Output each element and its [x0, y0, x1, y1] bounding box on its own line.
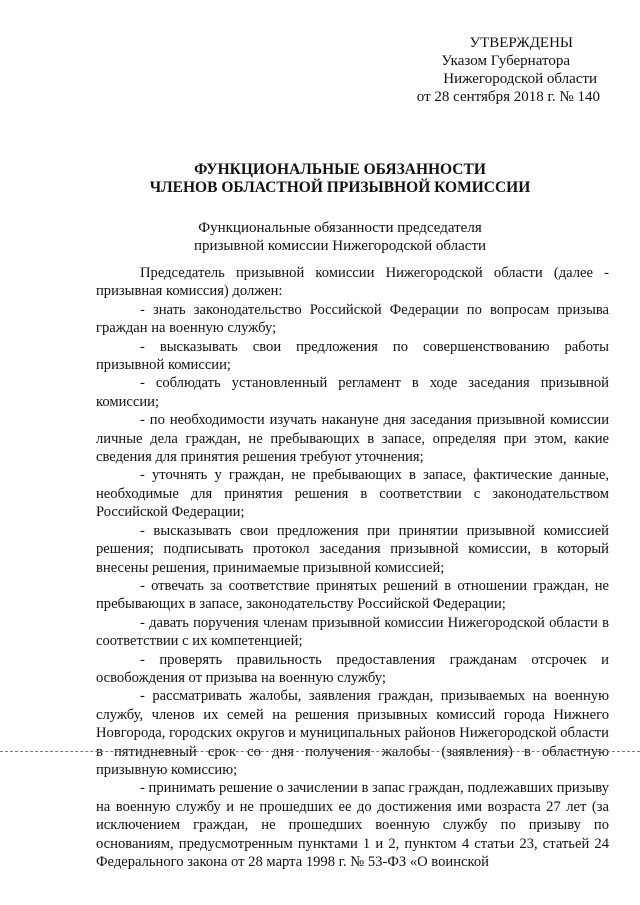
- body-paragraph: Председатель призывной комиссии Нижегородской области (далее - призывная комиссия) должен:: [96, 265, 609, 300]
- body-paragraph: - высказывать свои предложения при принятии призывной комиссией решения; подписывать протокол заседания призывной комиссии, в который внесены решения, принимаемые призывной комиссией;: [96, 522, 609, 576]
- document-title: [60, 161, 620, 197]
- body-paragraph: - уточнять у граждан, не пребывающих в запасе, фактические данные, необходимые для принятия решения в соответствии с законодательством Российской Федерации;: [96, 467, 609, 521]
- body-paragraph: - давать поручения членам призывной комиссии Нижегородской области в соответствии с их компетенцией;: [96, 614, 609, 650]
- body-paragraph: - высказывать свои предложения по совершенствованию работы призывной комиссии;: [96, 338, 609, 374]
- approval-stamp: [380, 34, 600, 106]
- approval-line-region: Нижегородской области: [443, 71, 597, 87]
- body-paragraph: - отвечать за соответствие принятых решений в отношении граждан, не пребывающих в запасе, законодательству Российской Федерации;: [96, 577, 609, 613]
- approval-line-date: от 28 сентября 2018 г. № 140: [416, 89, 600, 105]
- body-paragraph: - по необходимости изучать накануне дня заседания призывной комиссии личные дела граждан, не пребывающих в запасе, определяя при этом, какие сведения для принятия решения требуют уточнения;: [96, 412, 609, 466]
- title-line-1: ФУНКЦИОНАЛЬНЫЕ ОБЯЗАННОСТИ: [194, 161, 486, 178]
- approval-line-approved: УТВЕРЖДЕНЫ: [469, 35, 573, 51]
- scan-divider-line: [0, 751, 640, 752]
- body-paragraph: - соблюдать установленный регламент в ходе заседания призывной комиссии;: [96, 375, 609, 410]
- section-heading-line-1: Функциональные обязанности председателя: [198, 220, 482, 236]
- body-paragraph: - проверять правильность предоставления гражданам отсрочек и освобождения от призыва на военную службу;: [96, 651, 609, 686]
- document-body: [96, 264, 609, 871]
- approval-line-decree: Указом Губернатора: [441, 53, 570, 69]
- body-paragraph: - рассматривать жалобы, заявления граждан, призываемых на военную службу, членов их семей на решения призывных комиссий города Нижнего Новгорода, городских округов и муниципальных районов Нижегородской области в пятидневный срок со дня получения жалобы (заявления) в областную призывную комиссию;: [96, 688, 609, 778]
- section-heading-line-2: призывной комиссии Нижегородской области: [193, 238, 487, 254]
- body-paragraph: - принимать решение о зачислении в запас граждан, подлежавших призыву на военную службу и не прошедших ее до достижения ими возраста 27 лет (за исключением граждан, не прошедших военную службу по призыву по основаниям, предусмотренным пунктами 1 и 2, пунктом 4 статьи 23, статьей 24 Федерального закона от 28 марта 1998 г. № 53-ФЗ «О воинской: [96, 780, 609, 870]
- body-paragraph: - знать законодательство Российской Федерации по вопросам призыва граждан на военную службу;: [96, 301, 609, 337]
- title-line-2: ЧЛЕНОВ ОБЛАСТНОЙ ПРИЗЫВНОЙ КОМИССИИ: [149, 179, 531, 196]
- section-heading: [60, 219, 620, 255]
